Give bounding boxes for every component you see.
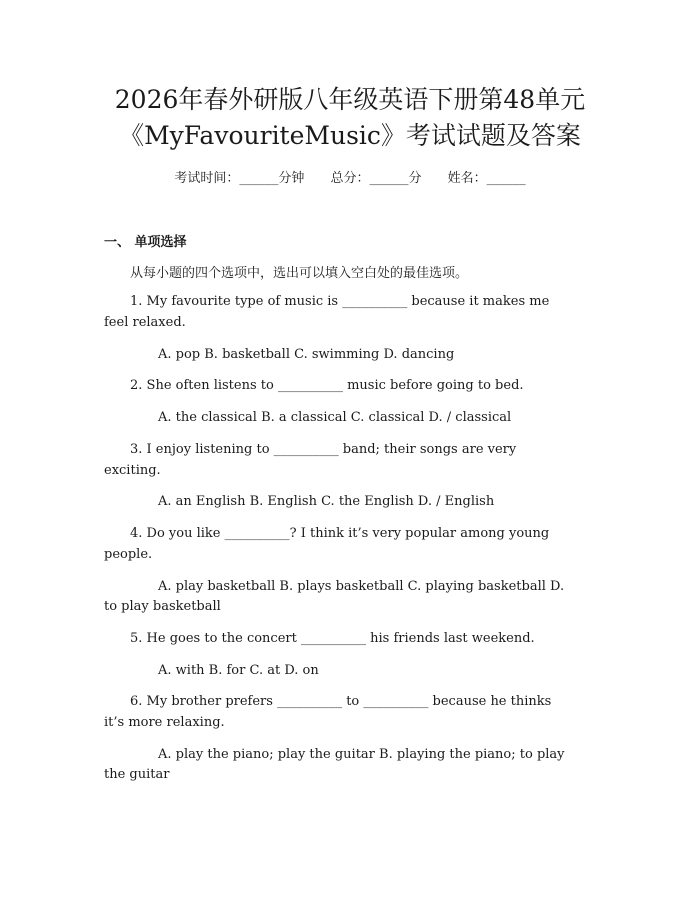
question-3-text-cont: exciting. [104,463,161,478]
section-instruction: 从每小题的四个选项中，选出可以填入空白处的最佳选项。 [130,266,469,281]
question-6-options-cont: the guitar [104,767,170,782]
question-5-text: 5. He goes to the concert __________ his friends last weekend. [130,631,535,646]
exam-time: 考试时间：______分钟 [174,171,305,186]
question-2-text: 2. She often listens to __________ music before going to bed. [130,378,524,393]
student-name: 姓名：______ [447,171,526,186]
question-4-text-cont: people. [104,547,153,562]
question-1-options: A. pop B. basketball C. swimming D. dancing [158,347,455,362]
question-5-options: A. with B. for C. at D. on [158,663,319,678]
question-3-text: 3. I enjoy listening to __________ band; their songs are very [130,442,517,457]
exam-total-score: 总分：______分 [330,171,422,186]
exam-title-line1: 2026年春外研版八年级英语下册第48单元 [114,85,586,114]
question-4-options: A. play basketball B. plays basketball C. playing basketball D. [158,579,565,594]
question-2-options: A. the classical B. a classical C. classical D. / classical [158,410,512,425]
exam-info [0,167,700,186]
question-1-text-cont: feel relaxed. [104,315,186,330]
question-3-options: A. an English B. English C. the English D. / English [158,494,495,509]
question-4-text: 4. Do you like __________? I think it’s very popular among young [130,526,550,541]
question-1-text: 1. My favourite type of music is __________ because it makes me [130,294,550,309]
question-4-options-cont: to play basketball [104,599,221,614]
section-heading: 一、 单项选择 [104,235,187,250]
question-6-text-cont: it’s more relaxing. [104,715,225,730]
question-6-text: 6. My brother prefers __________ to __________ because he thinks [130,694,552,709]
exam-title-line2: 《MyFavouriteMusic》考试试题及答案 [119,121,581,150]
question-6-options: A. play the piano; play the guitar B. playing the piano; to play [158,747,565,762]
